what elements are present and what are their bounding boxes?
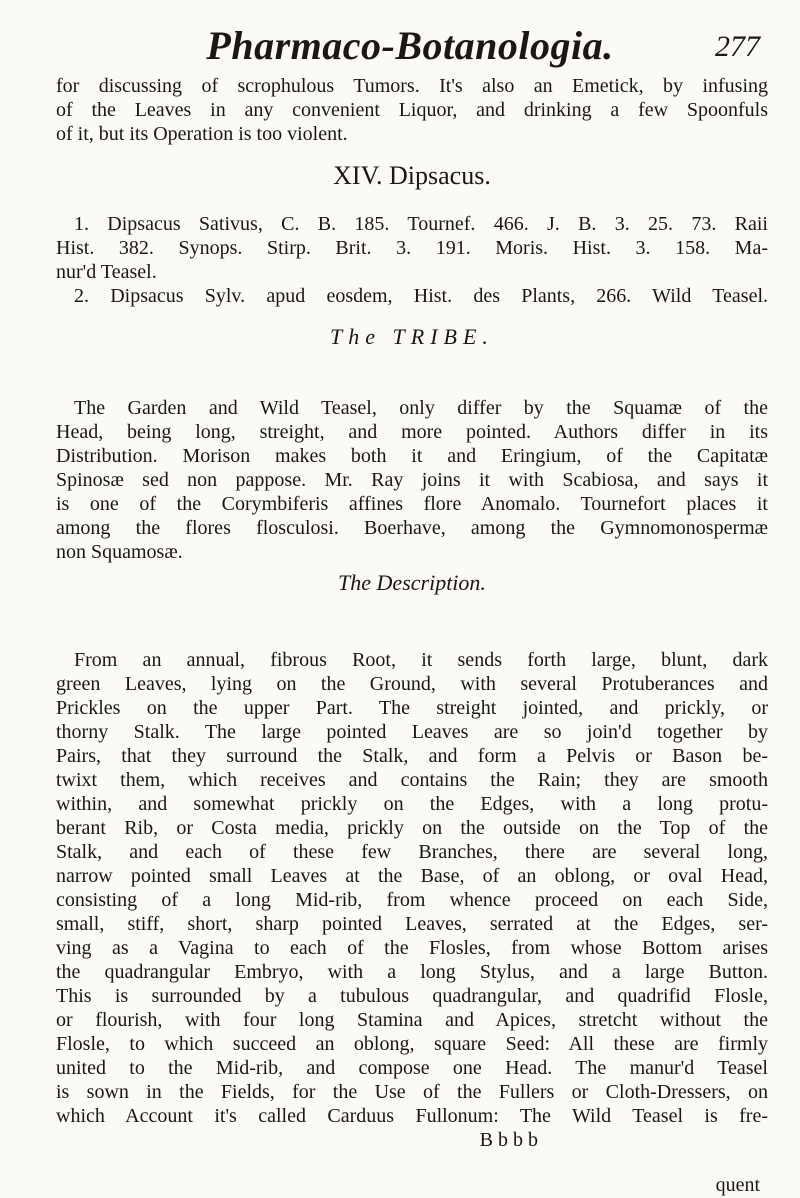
description-line: berant Rib, or Costa media, prickly on the outside on the Top of the: [56, 817, 768, 839]
tribe-line: Spinosæ sed non pappose. Mr. Ray joins it with Scabiosa, and says it: [56, 469, 768, 491]
signature-mark: B b b b: [479, 1129, 538, 1151]
description-line: is sown in the Fields, for the Use of the Fullers or Cloth-Dressers, on: [56, 1081, 768, 1103]
description-line: which Account it's called Carduus Fullonum: The Wild Teasel is fre-: [56, 1105, 768, 1127]
tribe-heading: The TRIBE.: [330, 324, 494, 349]
page-header: [0, 16, 800, 76]
description-line: Flosle, to which succeed an oblong, square Seed: All these are firmly: [56, 1033, 768, 1055]
description-line: Pairs, that they surround the Stalk, and form a Pelvis or Bason be-: [56, 745, 768, 767]
species-entry-line: 1. Dipsacus Sativus, C. B. 185. Tournef. 466. J. B. 3. 25. 73. Raii: [74, 213, 768, 235]
description-line: consisting of a long Mid-rib, from whence proceed on each Side,: [56, 889, 768, 911]
description-paragraph: [56, 648, 768, 1152]
description-line: narrow pointed small Leaves at the Base, of an oblong, or oval Head,: [56, 865, 768, 887]
description-line: small, stiff, short, sharp pointed Leaves, serrated at the Edges, ser-: [56, 913, 768, 935]
description-line: united to the Mid-rib, and compose one Head. The manur'd Teasel: [56, 1057, 768, 1079]
tribe-line: among the flores flosculosi. Boerhave, among the Gymnomonospermæ: [56, 517, 768, 539]
intro-line: for discussing of scrophulous Tumors. It's also an Emetick, by infusing: [56, 75, 768, 97]
intro-line: of the Leaves in any convenient Liquor, and drinking a few Spoonfuls: [56, 99, 768, 121]
section-heading: XIV. Dipsacus.: [333, 161, 491, 190]
description-line: This is surrounded by a tubulous quadrangular, and quadrifid Flosle,: [56, 985, 768, 1007]
species-entry-line: 2. Dipsacus Sylv. apud eosdem, Hist. des Plants, 266. Wild Teasel.: [74, 285, 768, 307]
section-block: [56, 160, 768, 192]
tribe-block: [56, 322, 768, 352]
description-line: From an annual, fibrous Root, it sends forth large, blunt, dark: [74, 649, 768, 671]
description-line: thorny Stalk. The large pointed Leaves are so join'd together by: [56, 721, 768, 743]
tribe-line: The Garden and Wild Teasel, only differ by the Squamæ of the: [74, 397, 768, 419]
description-line: or flourish, with four long Stamina and Apices, stretcht without the: [56, 1009, 768, 1031]
description-line: ving as a Vagina to each of the Flosles, from whose Bottom arises: [56, 937, 768, 959]
species-list: [56, 212, 768, 308]
intro-paragraph: [56, 74, 768, 146]
species-entry-line: Hist. 382. Synops. Stirp. Brit. 3. 191. Moris. Hist. 3. 158. Ma-: [56, 237, 768, 259]
description-line: Stalk, and each of these few Branches, there are several long,: [56, 841, 768, 863]
description-line: twixt them, which receives and contains the Rain; they are smooth: [56, 769, 768, 791]
tribe-line: Head, being long, streight, and more pointed. Authors differ in its: [56, 421, 768, 443]
tribe-paragraph: [56, 396, 768, 564]
tribe-line: is one of the Corymbiferis affines flore Anomalo. Tournefort places it: [56, 493, 768, 515]
tribe-line: non Squamosæ.: [56, 541, 183, 563]
running-title: Pharmaco-Botanologia.: [206, 23, 614, 68]
catchword: quent: [715, 1174, 760, 1196]
tribe-line: Distribution. Morison makes both it and Eringium, of the Capitatæ: [56, 445, 768, 467]
description-line: within, and somewhat prickly on the Edges, with a long protu-: [56, 793, 768, 815]
description-block: [56, 568, 768, 598]
description-heading: The Description.: [338, 570, 486, 595]
description-line: green Leaves, lying on the Ground, with several Protuberances and: [56, 673, 768, 695]
intro-line: of it, but its Operation is too violent.: [56, 123, 348, 145]
description-line: Prickles on the upper Part. The streight jointed, and prickly, or: [56, 697, 768, 719]
page-number: 277: [715, 30, 760, 63]
description-line: the quadrangular Embryo, with a long Stylus, and a large Button.: [56, 961, 768, 983]
species-entry-line: nur'd Teasel.: [56, 261, 157, 283]
